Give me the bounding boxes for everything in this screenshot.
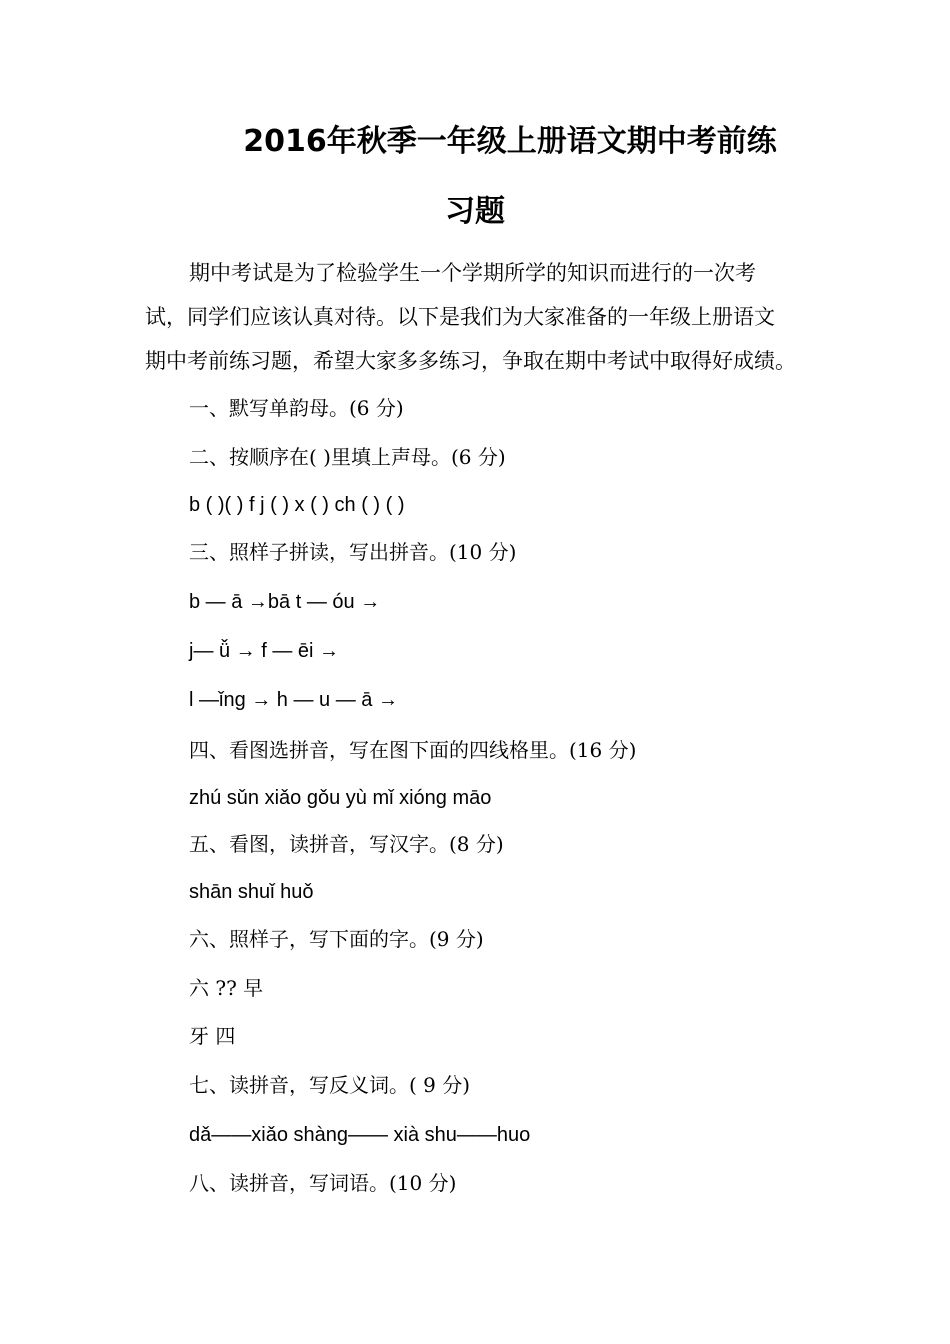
question-3-row-2: j— ǚ → f — ēi → xyxy=(189,640,340,662)
question-8: 八、读拼音，写词语。(10 分) xyxy=(189,1171,457,1195)
question-7-pinyin: dǎ——xiǎo shàng—— xià shu——huo xyxy=(189,1124,531,1146)
question-3: 三、照样子拼读，写出拼音。(10 分) xyxy=(189,540,517,564)
question-4-pinyin: zhú sǔn xiǎo gǒu yù mǐ xióng māo xyxy=(189,787,492,809)
question-5: 五、看图，读拼音，写汉字。(8 分) xyxy=(189,832,504,856)
question-7: 七、读拼音，写反义词。( 9 分) xyxy=(189,1073,471,1097)
intro-line-3: 期中考前练习题，希望大家多多练习，争取在期中考试中取得好成绩。 xyxy=(145,349,796,373)
question-2-content: b ( )( ) f j ( ) x ( ) ch ( ) ( ) xyxy=(189,494,405,516)
document-title-line-1: 2016年秋季一年级上册语文期中考前练 xyxy=(243,124,777,159)
intro-line-2: 试，同学们应该认真对待。以下是我们为大家准备的一年级上册语文 xyxy=(145,305,775,329)
question-6-row-1: 六 ?? 早 xyxy=(189,976,264,1000)
intro-paragraph xyxy=(145,251,825,383)
question-3-example: b — ā →bā t — óu → xyxy=(189,591,381,613)
question-2: 二、按顺序在( )里填上声母。(6 分) xyxy=(189,445,506,469)
question-3-row-3: l —ǐng → h — u — ā → xyxy=(189,689,398,711)
question-5-pinyin: shān shuǐ huǒ xyxy=(189,881,314,903)
question-4: 四、看图选拼音，写在图下面的四线格里。(16 分) xyxy=(189,738,637,762)
document-title-line-2: 习题 xyxy=(445,194,505,229)
question-1: 一、默写单韵母。(6 分) xyxy=(189,396,404,420)
intro-line-1: 期中考试是为了检验学生一个学期所学的知识而进行的一次考 xyxy=(189,261,756,285)
question-6-row-2: 牙 四 xyxy=(189,1024,236,1048)
question-6: 六、照样子，写下面的字。(9 分) xyxy=(189,927,484,951)
